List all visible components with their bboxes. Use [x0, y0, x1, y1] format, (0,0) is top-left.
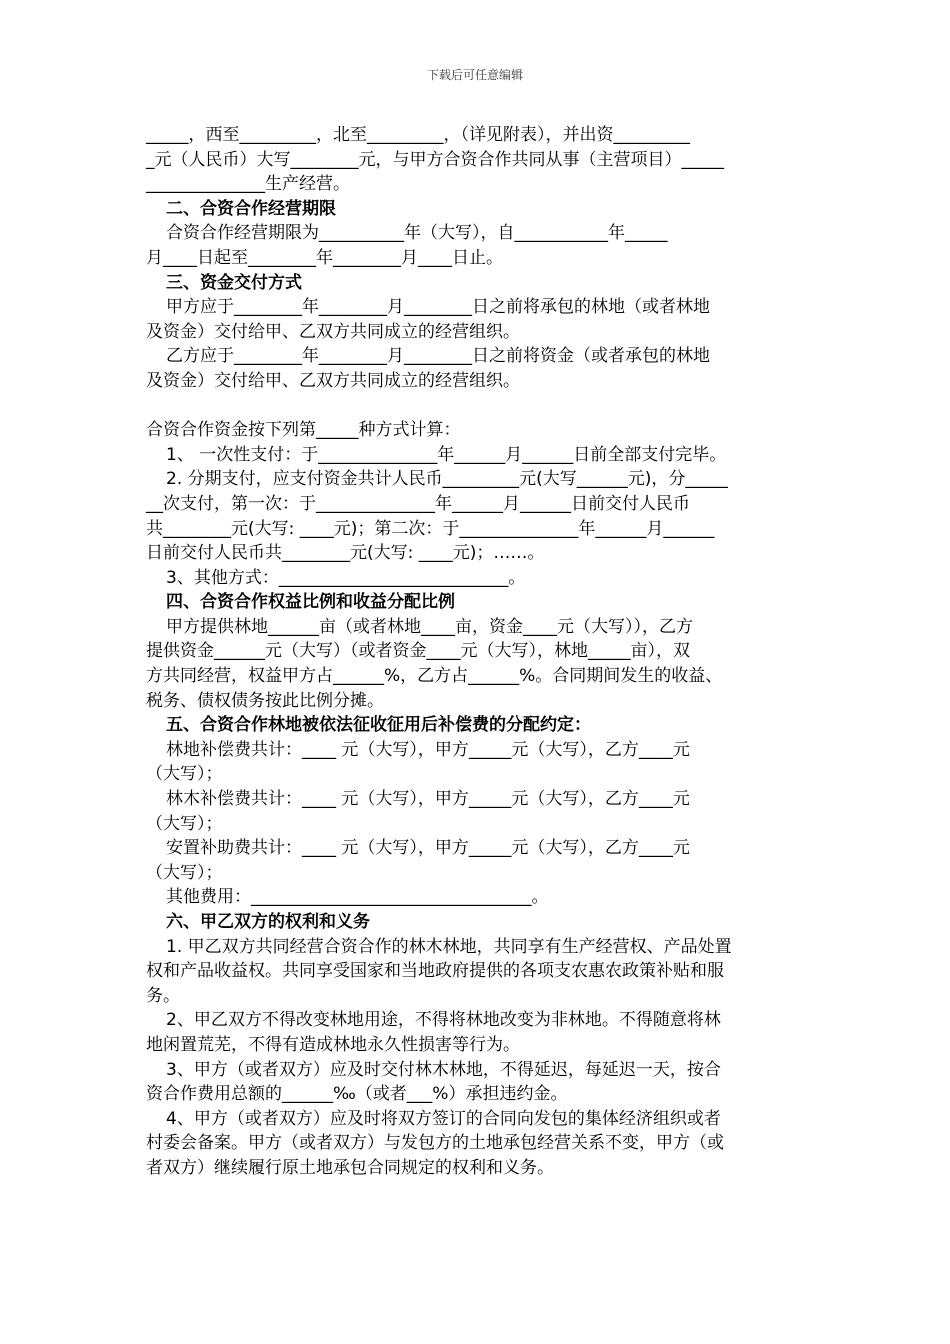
text-line: _____，西至_________，北至_________，（详见附表），并出资_________ [146, 125, 690, 145]
text-line: 合资合作经营期限为__________年（大写），自___________年_____ [166, 223, 668, 244]
text-line: 1、 一次性支付：于______________年______月______日前全部支付完毕。 [166, 444, 727, 465]
text-line: 日前交付人民币共________元(大写: ____元)；……。 [146, 543, 545, 564]
text-line: 4、甲方（或者双方）应及时将双方签订的合同向发包的集体经济组织或者 [166, 1108, 721, 1129]
text-line: 月____日起至________年________月____日止。 [146, 247, 503, 268]
text-line: （大写）； [146, 813, 223, 834]
text-line: 资合作费用总额的______‰（或者___%）承担违约金。 [146, 1084, 568, 1105]
text-line: 及资金）交付给甲、乙双方共同成立的经营组织。 [146, 370, 520, 391]
section-heading: 五、合资合作林地被依法征收征用后补偿费的分配约定： [166, 715, 591, 736]
text-line: ______________生产经营。 [146, 174, 350, 195]
text-line: （大写）； [146, 764, 223, 785]
text-line: 及资金）交付给甲、乙双方共同成立的经营组织。 [146, 321, 520, 342]
text-line: 税务、债权债务按此比例分摊。 [146, 690, 384, 711]
text-line: 其他费用：_________________________________。 [166, 887, 549, 908]
text-line: （大写）； [146, 862, 223, 883]
text-line: 林地补偿费共计：____ 元（大写），甲方_____元（大写），乙方____元 [166, 739, 690, 760]
text-line: 提供资金______元（大写）（或者资金____元（大写），林地_____亩），双 [146, 641, 690, 662]
text-line: 林木补偿费共计：____ 元（大写），甲方_____元（大写），乙方____元 [166, 789, 690, 810]
text-line: 甲方应于________年________月________日之前将承包的林地（或者林地 [166, 297, 710, 318]
text-line: 3、其他方式：___________________________。 [166, 567, 526, 588]
text-line: 乙方应于________年________月________日之前将资金（或者承包的林地 [166, 346, 710, 367]
text-line: 务。 [146, 985, 180, 1006]
section-heading: 二、合资合作经营期限 [166, 198, 336, 219]
text-line: 甲方提供林地______亩（或者林地____亩，资金____元（大写）），乙方 [166, 616, 693, 637]
text-line: 权和产品收益权。共同享受国家和当地政府提供的各项支农惠农政策补贴和服 [146, 961, 724, 982]
text-line: 共________元(大写: ____元)；第二次：于______________年______月______ [146, 518, 715, 539]
text-line: _元（人民币）大写________元，与甲方合资合作共同从事（主营项目）_____ [146, 149, 724, 170]
text-line: 安置补助费共计：____ 元（大写），甲方_____元（大写），乙方____元 [166, 838, 690, 859]
text-line: 方共同经营，权益甲方占______%，乙方占______%。合同期间发生的收益、 [146, 666, 723, 687]
blank-line [146, 394, 806, 419]
text-line: 3、甲方（或者双方）应及时交付林木林地，不得延迟，每延迟一天，按合 [166, 1059, 721, 1080]
text-line: 2、甲乙双方不得改变林地用途，不得将林地改变为非林地。不得随意将林 [166, 1010, 721, 1031]
section-heading: 四、合资合作权益比例和收益分配比例 [166, 592, 455, 613]
text-line: 者双方）继续履行原土地承包合同规定的权利和义务。 [146, 1157, 554, 1178]
text-line: 1. 甲乙双方共同经营合资合作的林木林地，共同享有生产经营权、产品处置 [166, 936, 732, 957]
text-line: 2. 分期支付，应支付资金共计人民币_________元(大写______元)，分_____ [166, 469, 728, 490]
page-header-note: 下载后可任意编辑 [426, 68, 523, 82]
text-line: 地闲置荒芜，不得有造成林地永久性损害等行为。 [146, 1034, 520, 1055]
text-line: 合资合作资金按下列第_____种方式计算： [146, 420, 461, 441]
contract-body [146, 123, 806, 1181]
text-line: __次支付，第一次：于______________年______月______日前交付人民币 [146, 493, 690, 514]
section-heading: 三、资金交付方式 [166, 272, 302, 293]
section-heading: 六、甲乙双方的权利和义务 [166, 912, 370, 932]
text-line: 村委会备案。甲方（或者双方）与发包方的土地承包经营关系不变，甲方（或 [146, 1133, 724, 1154]
